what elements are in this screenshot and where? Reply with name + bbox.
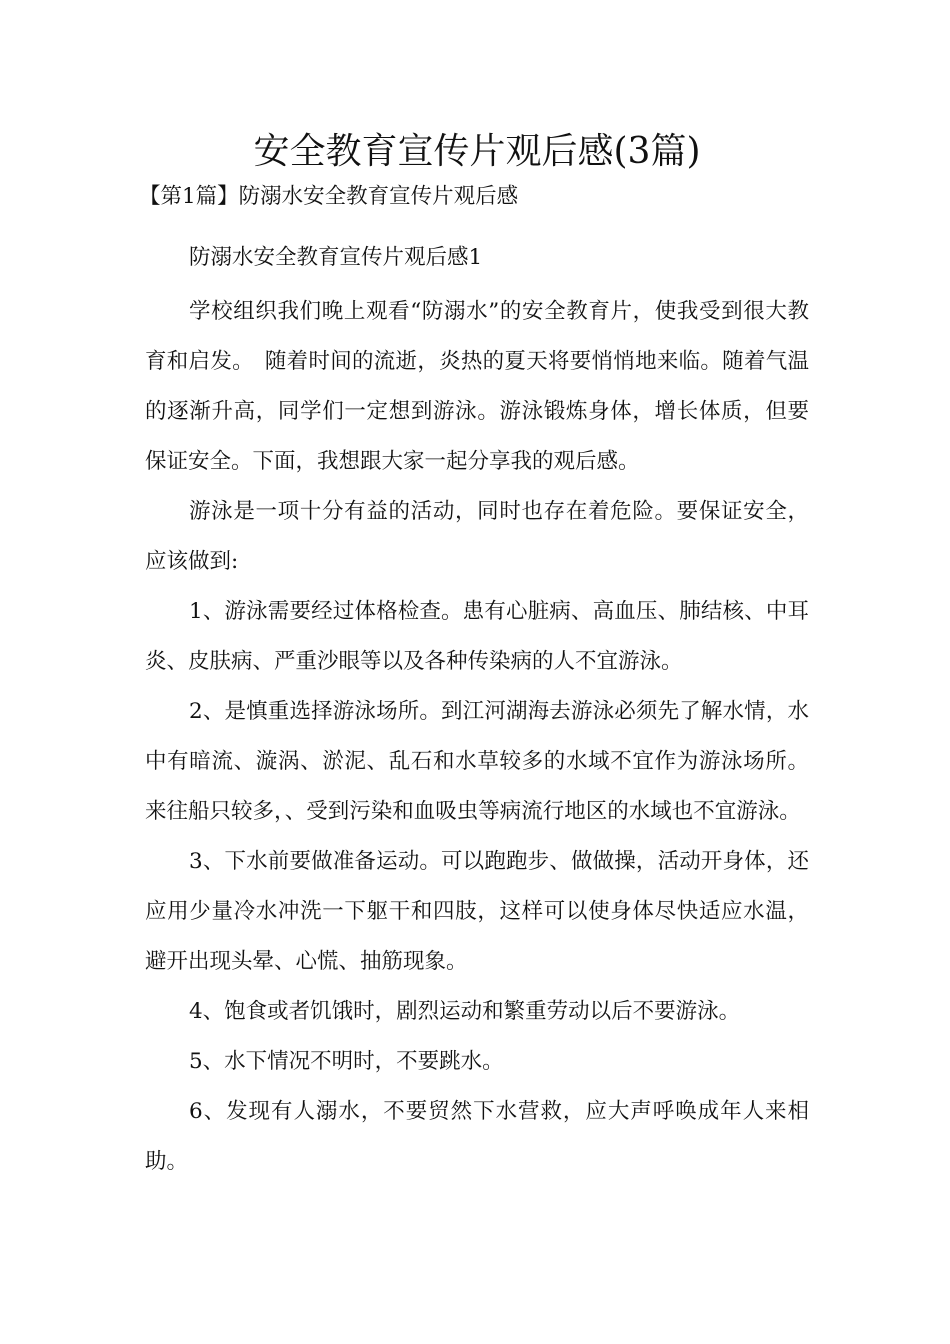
list-item: 1、游泳需要经过体格检查。患有心脏病、高血压、肺结核、中耳炎、皮肤病、严重沙眼等以及各种传染病的人不宜游泳。 [145, 599, 809, 674]
document-content [139, 124, 809, 1187]
essay-subtitle: 防溺水安全教育宣传片观后感1 [189, 245, 483, 270]
list-item: 2、是慎重选择游泳场所。到江河湖海去游泳必须先了解水情，水中有暗流、漩涡、淤泥、乱石和水草较多的水域不宜作为游泳场所。来往船只较多，、受到污染和血吸虫等病流行地区的水域也不宜游泳。 [145, 699, 809, 824]
list-item: 5、水下情况不明时，不要跳水。 [189, 1049, 504, 1074]
list-item: 6、发现有人溺水，不要贸然下水营救，应大声呼唤成年人来相助。 [145, 1099, 809, 1174]
body-paragraph: 学校组织我们晚上观看“防溺水”的安全教育片，使我受到很大教育和启发。 随着时间的流逝，炎热的夏天将要悄悄地来临。随着气温的逐渐升高，同学们一定想到游泳。游泳锻炼身体，增长体质，但要保证安全。下面，我想跟大家一起分享我的观后感。 [145, 299, 809, 474]
list-item: 3、下水前要做准备运动。可以跑跑步、做做操，活动开身体，还应用少量冷水冲洗一下躯干和四肢，这样可以使身体尽快适应水温，避开出现头晕、心慌、抽筋现象。 [145, 849, 809, 974]
body-paragraph: 游泳是一项十分有益的活动，同时也存在着危险。要保证安全，应该做到: [145, 499, 809, 574]
document-title: 安全教育宣传片观后感(3篇) [253, 131, 701, 172]
list-item: 4、饱食或者饥饿时，剧烈运动和繁重劳动以后不要游泳。 [189, 999, 741, 1024]
section-heading: 【第1篇】防溺水安全教育宣传片观后感 [139, 184, 519, 209]
